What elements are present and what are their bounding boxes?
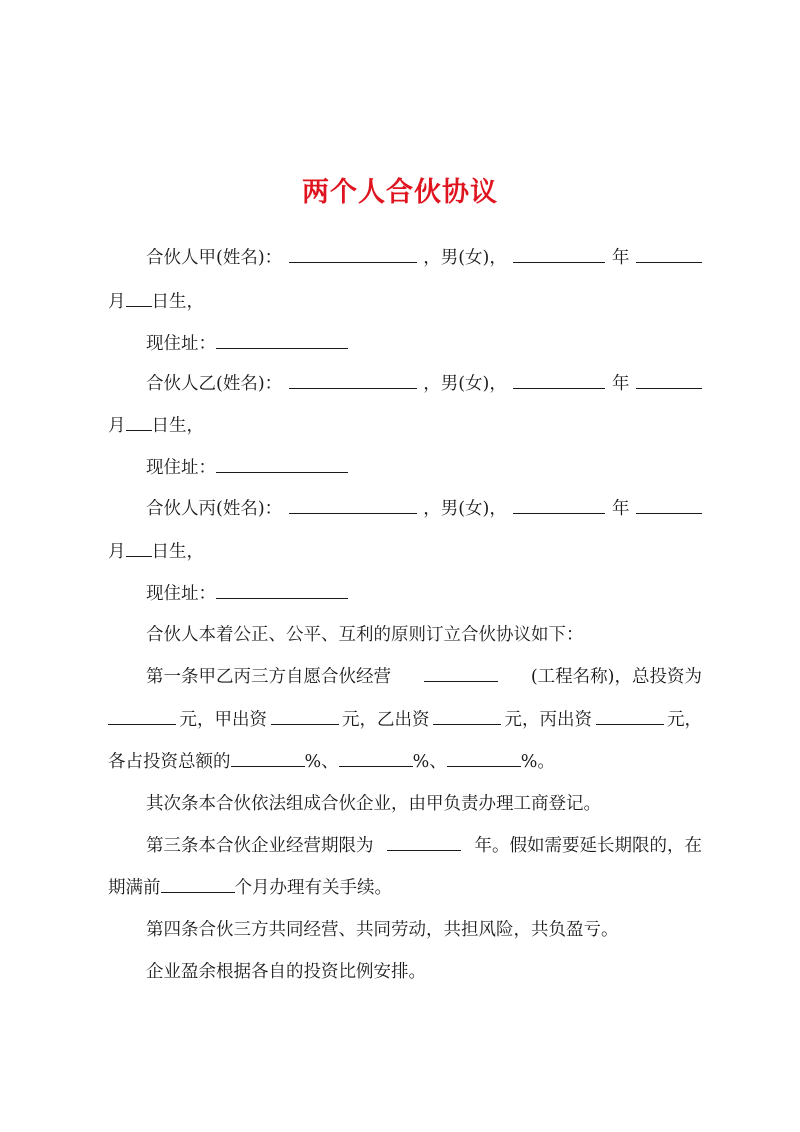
article-5-paragraph: 企业盈余根据各自的投资比例安排。 (146, 962, 426, 982)
partner-c-day-blank[interactable] (126, 540, 152, 557)
b-investment-blank[interactable] (433, 708, 501, 725)
partner-b-gender: ，男(女)， (423, 374, 507, 394)
partner-b-day-label: 日生， (151, 416, 204, 436)
partner-b-address-blank[interactable] (216, 456, 348, 473)
partner-b-year-blank[interactable] (513, 372, 605, 389)
article-2-paragraph: 其次条本合伙依法组成合伙企业，由甲负责办理工商登记。 (146, 794, 601, 814)
partner-a-name-blank[interactable] (289, 246, 417, 263)
project-name-blank[interactable] (424, 665, 498, 682)
article-3-text-4: 个月办理有关手续。 (234, 878, 392, 898)
partner-c-address-line (146, 582, 348, 606)
article-1-line-2 (108, 708, 702, 732)
article-1-share: 各占投资总额的 (108, 752, 231, 772)
partner-b-year-label: 年 (611, 374, 630, 394)
partner-a-year-label: 年 (611, 248, 630, 268)
article-1-pct-1: %、 (304, 752, 339, 772)
article-3-line-2 (108, 876, 392, 900)
term-years-blank[interactable] (387, 834, 461, 851)
partner-c-address-blank[interactable] (216, 582, 348, 599)
partner-c-gender: ，男(女)， (423, 499, 507, 519)
partner-c-month-blank[interactable] (636, 497, 702, 514)
document-title: 两个人合伙协议 (302, 177, 498, 208)
article-1-yuan-3: 元，丙出资 (504, 710, 592, 730)
partner-c-year-label: 年 (611, 499, 630, 519)
article-3-text-1: 第三条本合伙企业经营期限为 (146, 836, 374, 856)
partner-c-address-label: 现住址： (146, 584, 216, 604)
article-1-yuan-4: 元， (667, 710, 702, 730)
partner-c-date-line (108, 540, 204, 564)
article-1-line-3 (108, 750, 555, 774)
partner-b-day-blank[interactable] (126, 414, 152, 431)
partner-c-year-blank[interactable] (513, 497, 605, 514)
partner-c-label: 合伙人丙(姓名)： (146, 499, 283, 519)
partner-a-day-blank[interactable] (126, 290, 152, 307)
partner-a-address-line (146, 332, 348, 356)
partner-c-day-label: 日生， (151, 542, 204, 562)
b-share-blank[interactable] (339, 750, 413, 767)
partner-b-date-line (108, 414, 204, 438)
partner-b-month-label: 月 (108, 416, 126, 436)
c-share-blank[interactable] (447, 750, 521, 767)
a-share-blank[interactable] (231, 750, 305, 767)
partner-a-year-blank[interactable] (513, 246, 605, 263)
partner-a-label: 合伙人甲(姓名)： (146, 248, 283, 268)
article-3-line-1 (146, 834, 702, 858)
partner-a-day-label: 日生， (151, 292, 204, 312)
partner-a-month-label: 月 (108, 292, 126, 312)
partner-b-month-blank[interactable] (636, 372, 702, 389)
article-1-line-1 (146, 665, 702, 689)
partner-b-label: 合伙人乙(姓名)： (146, 374, 283, 394)
partner-c-month-label: 月 (108, 542, 126, 562)
article-1-text-1: 第一条甲乙丙三方自愿合伙经营 (146, 667, 391, 687)
article-1-pct-2: %、 (412, 752, 447, 772)
article-1-text-2: (工程名称)，总投资为 (530, 667, 702, 687)
article-3-text-3: 期满前 (108, 878, 161, 898)
partner-a-address-label: 现住址： (146, 334, 216, 354)
intro-paragraph: 合伙人本着公正、公平、互利的原则订立合伙协议如下： (146, 625, 584, 645)
partner-c-name-blank[interactable] (289, 497, 417, 514)
months-blank[interactable] (161, 876, 235, 893)
article-1-pct-3: %。 (520, 752, 555, 772)
article-4-paragraph: 第四条合伙三方共同经营、共同劳动，共担风险，共负盈亏。 (146, 920, 619, 940)
partner-a-month-blank[interactable] (636, 246, 702, 263)
article-3-text-2: 年。假如需要延长期限的，在 (474, 836, 702, 856)
partner-b-name-blank[interactable] (289, 372, 417, 389)
partner-a-line (146, 246, 702, 270)
c-investment-blank[interactable] (596, 708, 664, 725)
partner-c-line (146, 497, 702, 521)
partner-a-gender: ，男(女)， (423, 248, 507, 268)
partner-b-address-label: 现住址： (146, 458, 216, 478)
article-1-yuan-1: 元，甲出资 (179, 710, 267, 730)
partner-b-line (146, 372, 702, 396)
partner-a-address-blank[interactable] (216, 332, 348, 349)
partner-a-date-line (108, 290, 204, 314)
a-investment-blank[interactable] (271, 708, 339, 725)
partner-b-address-line (146, 456, 348, 480)
total-investment-blank[interactable] (108, 708, 176, 725)
article-1-yuan-2: 元，乙出资 (342, 710, 430, 730)
